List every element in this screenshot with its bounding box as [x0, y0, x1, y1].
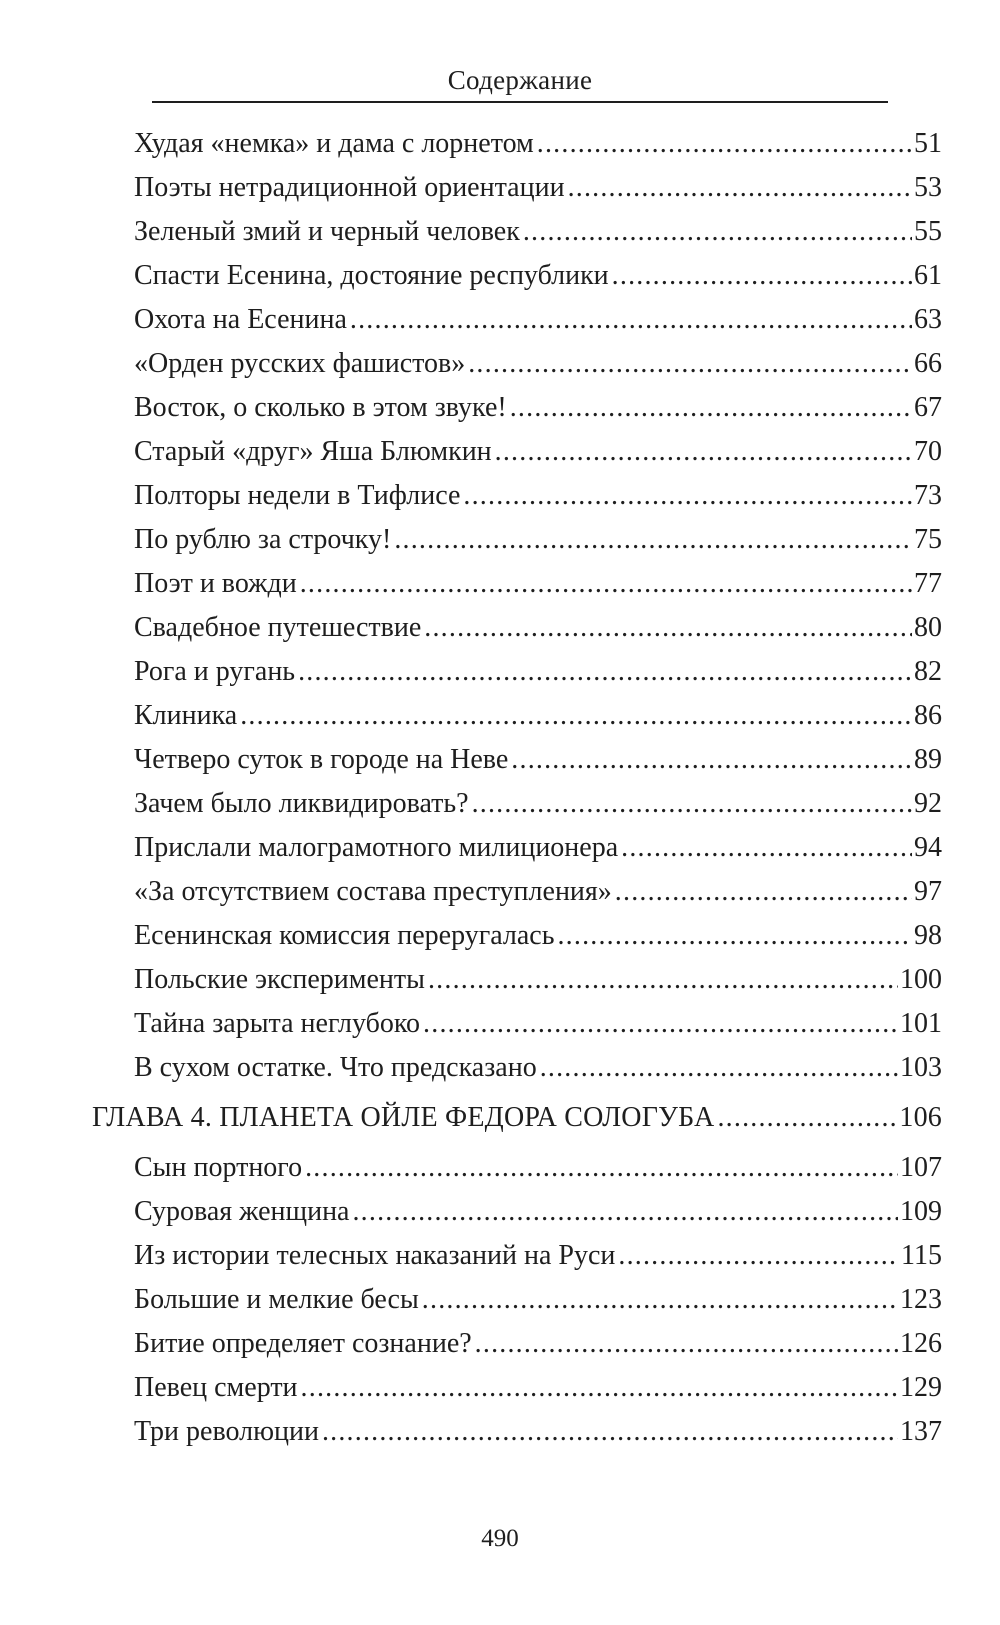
toc-entry — [134, 1282, 942, 1318]
toc-entry-page: 94 — [914, 832, 942, 863]
toc-entry-title: Худая «немка» и дама с лорнетом — [134, 128, 534, 159]
toc-entry-page: 129 — [900, 1372, 942, 1403]
toc-entry-page: 75 — [914, 524, 942, 555]
toc-entry-page: 106 — [899, 1102, 942, 1133]
dot-leader — [350, 302, 912, 338]
dot-leader — [463, 478, 912, 514]
dot-leader — [300, 566, 912, 602]
dot-leader — [472, 786, 912, 822]
toc-entry-title: Тайна зарыта неглубоко — [134, 1008, 421, 1039]
toc-entry — [134, 742, 942, 778]
toc-entry-page: 98 — [914, 920, 942, 951]
toc-entry — [134, 1326, 942, 1362]
toc-entry-page: 61 — [914, 260, 942, 291]
toc-entry-title: Поэт и вожди — [134, 568, 297, 599]
toc-entry — [134, 698, 942, 734]
dot-leader — [621, 830, 912, 866]
toc-entry-page: 86 — [914, 700, 942, 731]
dot-leader — [523, 214, 912, 250]
toc-entry-page: 97 — [914, 876, 942, 907]
toc-entry — [134, 786, 942, 822]
toc-entry — [134, 1238, 942, 1274]
dot-leader — [423, 1006, 898, 1042]
toc-entry-title: Старый «друг» Яша Блюмкин — [134, 436, 492, 467]
toc-entry-title: Три революции — [134, 1416, 319, 1447]
toc-entry-title: Зеленый змий и черный человек — [134, 216, 520, 247]
toc-entry-page: 67 — [914, 392, 942, 423]
toc-entry-title: В сухом остатке. Что предсказано — [134, 1052, 537, 1083]
toc-entry-title: Поэты нетрадиционной ориентации — [134, 172, 565, 203]
toc-entry — [134, 126, 942, 162]
dot-leader — [511, 742, 912, 778]
dot-leader — [322, 1414, 898, 1450]
dot-leader — [240, 698, 912, 734]
toc-entry-page: 109 — [900, 1196, 942, 1227]
toc-entry-page: 115 — [901, 1240, 942, 1271]
dot-leader — [615, 874, 912, 910]
toc-entry-page: 53 — [914, 172, 942, 203]
dot-leader — [305, 1150, 898, 1186]
toc-entry-title: Суровая женщина — [134, 1196, 350, 1227]
toc-entry — [134, 918, 942, 954]
toc-entry — [134, 346, 942, 382]
toc-entry-page: 137 — [900, 1416, 942, 1447]
toc-entry-title: Зачем было ликвидировать? — [134, 788, 469, 819]
toc-entry-title: ГЛАВА 4. ПЛАНЕТА ОЙЛЕ ФЕДОРА СОЛОГУБА — [92, 1102, 715, 1133]
toc-entry-page: 73 — [914, 480, 942, 511]
toc-entry-page: 51 — [914, 128, 942, 159]
toc-entry-title: Польские эксперименты — [134, 964, 425, 995]
toc-entry — [134, 390, 942, 426]
toc-entry-page: 55 — [914, 216, 942, 247]
toc-entry — [134, 962, 942, 998]
toc-entry-title: Певец смерти — [134, 1372, 298, 1403]
toc-entry-title: Из истории телесных наказаний на Руси — [134, 1240, 616, 1271]
toc-entry-title: Охота на Есенина — [134, 304, 347, 335]
toc-entry-title: Полторы недели в Тифлисе — [134, 480, 461, 511]
toc-entry — [134, 478, 942, 514]
toc-entry-title: «За отсутствием состава преступления» — [134, 876, 612, 907]
toc-entry — [134, 1150, 942, 1186]
dot-leader — [540, 1050, 898, 1086]
toc-entry-title: Восток, о сколько в этом звуке! — [134, 392, 507, 423]
dot-leader — [495, 434, 912, 470]
toc-entry-title: Большие и мелкие бесы — [134, 1284, 419, 1315]
dot-leader — [422, 1282, 898, 1318]
dot-leader — [568, 170, 912, 206]
toc-entry — [134, 1370, 942, 1406]
toc-entry-page: 80 — [914, 612, 942, 643]
dot-leader — [352, 1194, 898, 1230]
toc-entry-page: 126 — [900, 1328, 942, 1359]
toc-entry-page: 89 — [914, 744, 942, 775]
toc-entry-page: 103 — [900, 1052, 942, 1083]
toc-entry — [134, 566, 942, 602]
toc-entry — [134, 874, 942, 910]
toc-entry — [134, 1414, 942, 1450]
toc-entry — [134, 654, 942, 690]
toc-entry — [134, 1006, 942, 1042]
toc-entry — [134, 830, 942, 866]
toc-entry-title: Сын портного — [134, 1152, 303, 1183]
toc-entry — [134, 302, 942, 338]
dot-leader — [537, 126, 912, 162]
dot-leader — [428, 962, 898, 998]
toc-entry — [134, 258, 942, 294]
toc-entry-title: Прислали малограмотного милиционера — [134, 832, 619, 863]
toc-entry-page: 77 — [914, 568, 942, 599]
toc-entry — [134, 214, 942, 250]
toc-entry-title: Свадебное путешествие — [134, 612, 422, 643]
toc-entry-title: «Орден русских фашистов» — [134, 348, 466, 379]
toc-entry-title: Рога и ругань — [134, 656, 296, 687]
dot-leader — [717, 1100, 897, 1136]
running-head: Содержание — [447, 65, 593, 95]
toc-entry — [134, 434, 942, 470]
toc-entry — [134, 522, 942, 558]
toc-entry-page: 123 — [900, 1284, 942, 1315]
toc-chapter-entry — [92, 1100, 942, 1136]
toc-entry — [134, 170, 942, 206]
dot-leader — [475, 1326, 898, 1362]
toc-entry-page: 100 — [900, 964, 942, 995]
dot-leader — [612, 258, 912, 294]
dot-leader — [424, 610, 912, 646]
toc-entry — [134, 610, 942, 646]
dot-leader — [394, 522, 912, 558]
dot-leader — [298, 654, 912, 690]
toc-entry-title: Клиника — [134, 700, 238, 731]
toc-entry — [134, 1194, 942, 1230]
toc-entry-page: 101 — [900, 1008, 942, 1039]
toc-entry-page: 63 — [914, 304, 942, 335]
toc-entry-title: Спасти Есенина, достояние республики — [134, 260, 609, 291]
toc-entry-page: 66 — [914, 348, 942, 379]
dot-leader — [510, 390, 912, 426]
toc-entry-page: 82 — [914, 656, 942, 687]
toc-entry-title: Есенинская комиссия переругалась — [134, 920, 555, 951]
toc-entry-page: 70 — [914, 436, 942, 467]
dot-leader — [618, 1238, 899, 1274]
toc-entry-title: По рублю за строчку! — [134, 524, 392, 555]
toc-entry-page: 92 — [914, 788, 942, 819]
dot-leader — [301, 1370, 898, 1406]
page-number: 490 — [481, 1525, 519, 1552]
dot-leader — [468, 346, 912, 382]
toc-entry-title: Битие определяет сознание? — [134, 1328, 472, 1359]
dot-leader — [557, 918, 912, 954]
toc-entry-title: Четверо суток в городе на Неве — [134, 744, 509, 775]
toc-entry-page: 107 — [900, 1152, 942, 1183]
toc-entry — [134, 1050, 942, 1086]
